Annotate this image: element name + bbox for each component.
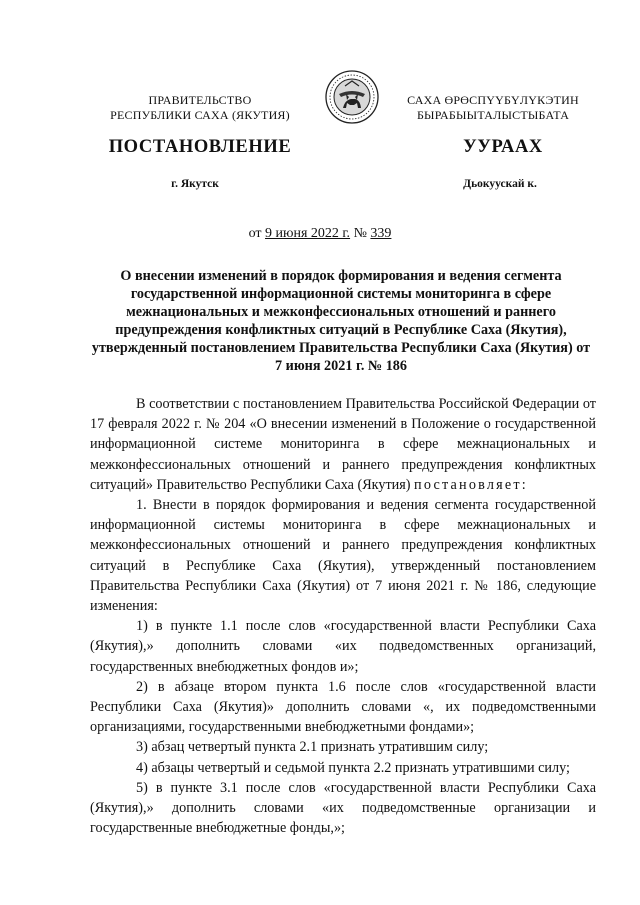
government-name-sakha-line1: САХА ӨРӨСПҮҮБҮЛҮКЭТИН [407,93,579,107]
document-dateline [0,226,640,242]
resolves-word: постановляет: [414,476,528,493]
government-name-sakha-line2: БЫРАБЫЫТАЛЫСТЫБАТА [416,108,570,122]
list-item-2: 2) в абзаце втором пункта 1.6 после слов «государственной власти Республики Саха (Якутия)» дополнить словами «, их подведомственными организациями, государственными внебюджетными фондами»; [90,678,596,736]
intro-text: В соответствии с постановлением Правительства Российской Федерации от 17 февраля 2022 г. № 204 «О внесении изменений в Положение о государственной информационной системе мониторинга в сфере межнациональных и межконфессиональных отношений и раннего предупреждения конфликтных ситуаций» Правительство Республики Саха (Якутия) [90,396,596,493]
dateline-number-sign: № [350,226,371,241]
list-item-1: 1) в пункте 1.1 после слов «государственной власти Республики Саха (Якутия),» дополнить словами «их подведомственных организаций, государственных внебюджетных фондов и»; [90,618,596,675]
list-item-4: 4) абзацы четвертый и седьмой пункта 2.2 признать утратившими силу; [136,759,570,776]
government-name-sakha [388,93,598,123]
city-ru: г. Якутск [171,178,219,190]
coat-of-arms-icon [325,70,379,124]
government-name-ru [100,93,300,123]
city-sakha: Дьокуускай к. [463,178,537,190]
list-item-3: 3) абзац четвертый пункта 2.1 признать утратившим силу; [136,739,489,756]
document-title: О внесении изменений в порядок формирования и ведения сегмента государственной информационной системы мониторинга в сфере межнациональных и межконфессиональных отношений и раннего предупреждения конфликтных ситуаций в Республике Саха (Якутия), утвержденный постановлением Правительства Республики Саха (Якутия) от 7 июня 2021 г. № 186 [91,268,591,374]
list-item-5: 5) в пункте 3.1 после слов «государственной власти Республики Саха (Якутия),» дополнить словами «их подведомственные организации и государственные внебюджетные фонды,»; [90,779,596,837]
government-name-ru-line1: ПРАВИТЕЛЬСТВО [148,93,252,107]
government-name-ru-line2: РЕСПУБЛИКИ САХА (ЯКУТИЯ) [110,108,290,122]
paragraph-1: 1. Внести в порядок формирования и ведения сегмента государственной информационной системы мониторинга в сфере межнациональных и межконфессиональных отношений и раннего предупреждения конфликтных ситуаций в Республике Саха (Якутия), утвержденный постановлением Правительства Республики Саха (Якутия) от 7 июня 2021 г. № 186, следующие изменения: [90,497,596,615]
coat-of-arms-emblem [325,70,379,124]
document-number: 339 [370,226,392,241]
document-body [90,394,596,838]
doc-type-ru: ПОСТАНОВЛЕНИЕ [108,137,292,157]
intro-paragraph [90,394,596,495]
dateline-prefix: от [248,226,266,241]
doc-type-sakha: УУРААХ [463,137,543,157]
document-date: 9 июня 2022 г. [265,226,351,241]
